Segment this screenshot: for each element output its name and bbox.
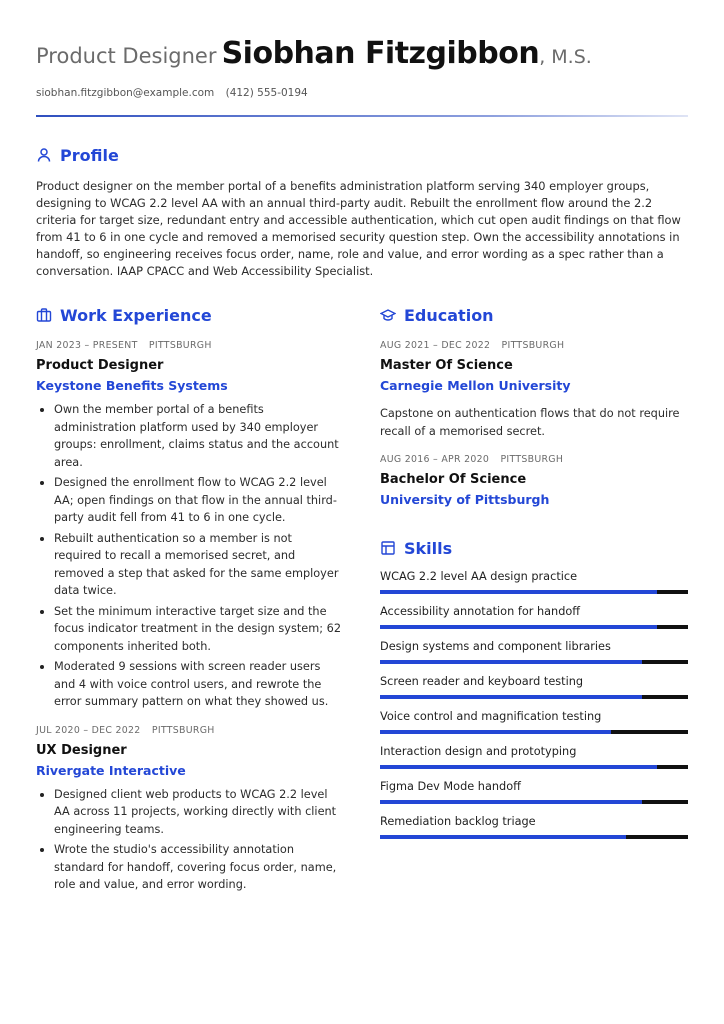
education-entry — [380, 454, 688, 509]
profile-text: Product designer on the member portal of a benefits administration platform serving 340 employer groups, designing to WCAG 2.2 level AA with an annual third-party audit. Rebuilt the enrollment flow around the 2.2 criteria for target size, redundant entry and accessible authentication, which cut open audit findings on that flow from 41 to 6 in one cycle and removed a memorised security question step. Own the accessibility annotations in handoff, so engineering receives focus order, name, role and value, and error wording as a spec rather than a conversation. IAAP CPACC and Web Accessibility Specialist. — [36, 179, 681, 279]
education-title: Education — [404, 305, 494, 325]
contact-line — [36, 87, 308, 99]
bullet-item: Own the member portal of a benefits administration platform used by 340 employer groups: enrollment, claims status and the account area. — [36, 401, 342, 471]
bullet-item: Set the minimum interactive target size and the focus indicator treatment in the design system; 62 components inherited both. — [36, 603, 342, 656]
skill-name: WCAG 2.2 level AA design practice — [380, 570, 578, 583]
job-dates: JUL 2020 – DEC 2022 — [36, 724, 141, 736]
school: University of Pittsburgh — [380, 492, 550, 507]
skill-bar — [380, 695, 688, 699]
skill-item — [380, 639, 688, 664]
skill-item — [380, 604, 688, 629]
job-location: PITTSBURGH — [151, 724, 215, 736]
profile-heading — [36, 144, 688, 166]
bullet-item: Moderated 9 sessions with screen reader users and 4 with voice control users, and rewrote the error summary pattern on what they showed us. — [36, 658, 342, 711]
education-dates: AUG 2016 – APR 2020 — [380, 454, 490, 465]
name-line — [36, 34, 688, 78]
job-meta — [36, 725, 342, 736]
resume-header — [36, 34, 688, 99]
work-heading — [36, 304, 342, 326]
skill-name: Figma Dev Mode handoff — [380, 780, 521, 793]
degree: Master Of Science — [380, 358, 513, 373]
bullet-item: Rebuilt authentication so a member is not required to recall a memorised secret, and removed a step that asked for the same employer data twice. — [36, 530, 342, 600]
skill-bar-fill — [380, 590, 657, 594]
education-location: PITTSBURGH — [500, 454, 564, 465]
job-entry — [36, 340, 342, 711]
job-bullets — [36, 786, 342, 894]
skill-name: Voice control and magnification testing — [380, 710, 602, 723]
job-org: Keystone Benefits Systems — [36, 378, 228, 393]
education-desc: Capstone on authentication flows that do not require recall of a memorised secret. — [380, 407, 680, 438]
right-column — [380, 304, 688, 839]
skill-name: Interaction design and prototyping — [380, 745, 577, 758]
skill-bar — [380, 625, 688, 629]
email[interactable]: siobhan.fitzgibbon@example.com — [36, 87, 215, 99]
skill-bar — [380, 835, 688, 839]
skill-item — [380, 674, 688, 699]
skill-item — [380, 744, 688, 769]
skills-list — [380, 569, 688, 839]
person-name: Siobhan Fitzgibbon — [221, 36, 540, 71]
bullet-item: Wrote the studio's accessibility annotation standard for handoff, covering focus order, name, role and value, and error wording. — [36, 841, 342, 894]
skill-name: Remediation backlog triage — [380, 815, 536, 828]
bullet-item: Designed the enrollment flow to WCAG 2.2 level AA; open findings on that flow in the annual third-party audit fell from 41 to 6 in one cycle. — [36, 474, 342, 527]
skill-name: Accessibility annotation for handoff — [380, 605, 581, 618]
phone[interactable]: (412) 555-0194 — [225, 87, 308, 99]
skill-item — [380, 779, 688, 804]
skill-bar — [380, 590, 688, 594]
profile-section — [36, 144, 688, 281]
education-entry — [380, 340, 688, 440]
skills-heading — [380, 537, 688, 559]
job-dates: JAN 2023 – PRESENT — [36, 340, 138, 351]
school: Carnegie Mellon University — [380, 378, 571, 393]
job-org: Rivergate Interactive — [36, 762, 186, 778]
job-title: UX Designer — [36, 742, 127, 758]
header-divider — [36, 115, 688, 117]
job-bullets — [36, 401, 342, 711]
graduation-cap-icon — [380, 307, 396, 323]
education-meta — [380, 340, 688, 351]
degree: Bachelor Of Science — [380, 472, 527, 487]
skill-bar — [380, 660, 688, 664]
skills-title: Skills — [404, 538, 453, 558]
skill-item — [380, 709, 688, 734]
education-meta — [380, 454, 688, 465]
bullet-item: Designed client web products to WCAG 2.2 level AA across 11 projects, working directly with client engineering teams. — [36, 786, 342, 839]
job-location: PITTSBURGH — [148, 340, 212, 351]
layout-grid-icon — [380, 540, 396, 556]
skill-name: Design systems and component libraries — [380, 640, 611, 653]
job-title: Product Designer — [36, 358, 164, 373]
skill-bar-fill — [380, 730, 611, 734]
work-experience-section — [36, 304, 342, 897]
education-heading — [380, 304, 688, 326]
credential: , M.S. — [539, 46, 592, 68]
skill-bar-fill — [380, 765, 657, 769]
skill-bar-fill — [380, 695, 642, 699]
skill-bar-fill — [380, 660, 642, 664]
job-meta — [36, 340, 342, 351]
skill-item — [380, 569, 688, 594]
education-location: PITTSBURGH — [501, 340, 565, 351]
job-role: Product Designer — [36, 44, 217, 68]
work-title: Work Experience — [60, 305, 212, 325]
briefcase-icon — [36, 307, 52, 323]
skill-bar-fill — [380, 800, 642, 804]
person-icon — [36, 147, 52, 163]
profile-title: Profile — [60, 145, 119, 165]
skill-bar — [380, 800, 688, 804]
skill-name: Screen reader and keyboard testing — [380, 675, 584, 688]
skill-bar — [380, 765, 688, 769]
job-entry — [36, 725, 342, 894]
skill-bar-fill — [380, 835, 626, 839]
education-dates: AUG 2021 – DEC 2022 — [380, 340, 491, 351]
skill-bar-fill — [380, 625, 657, 629]
skill-bar — [380, 730, 688, 734]
skill-item — [380, 814, 688, 839]
